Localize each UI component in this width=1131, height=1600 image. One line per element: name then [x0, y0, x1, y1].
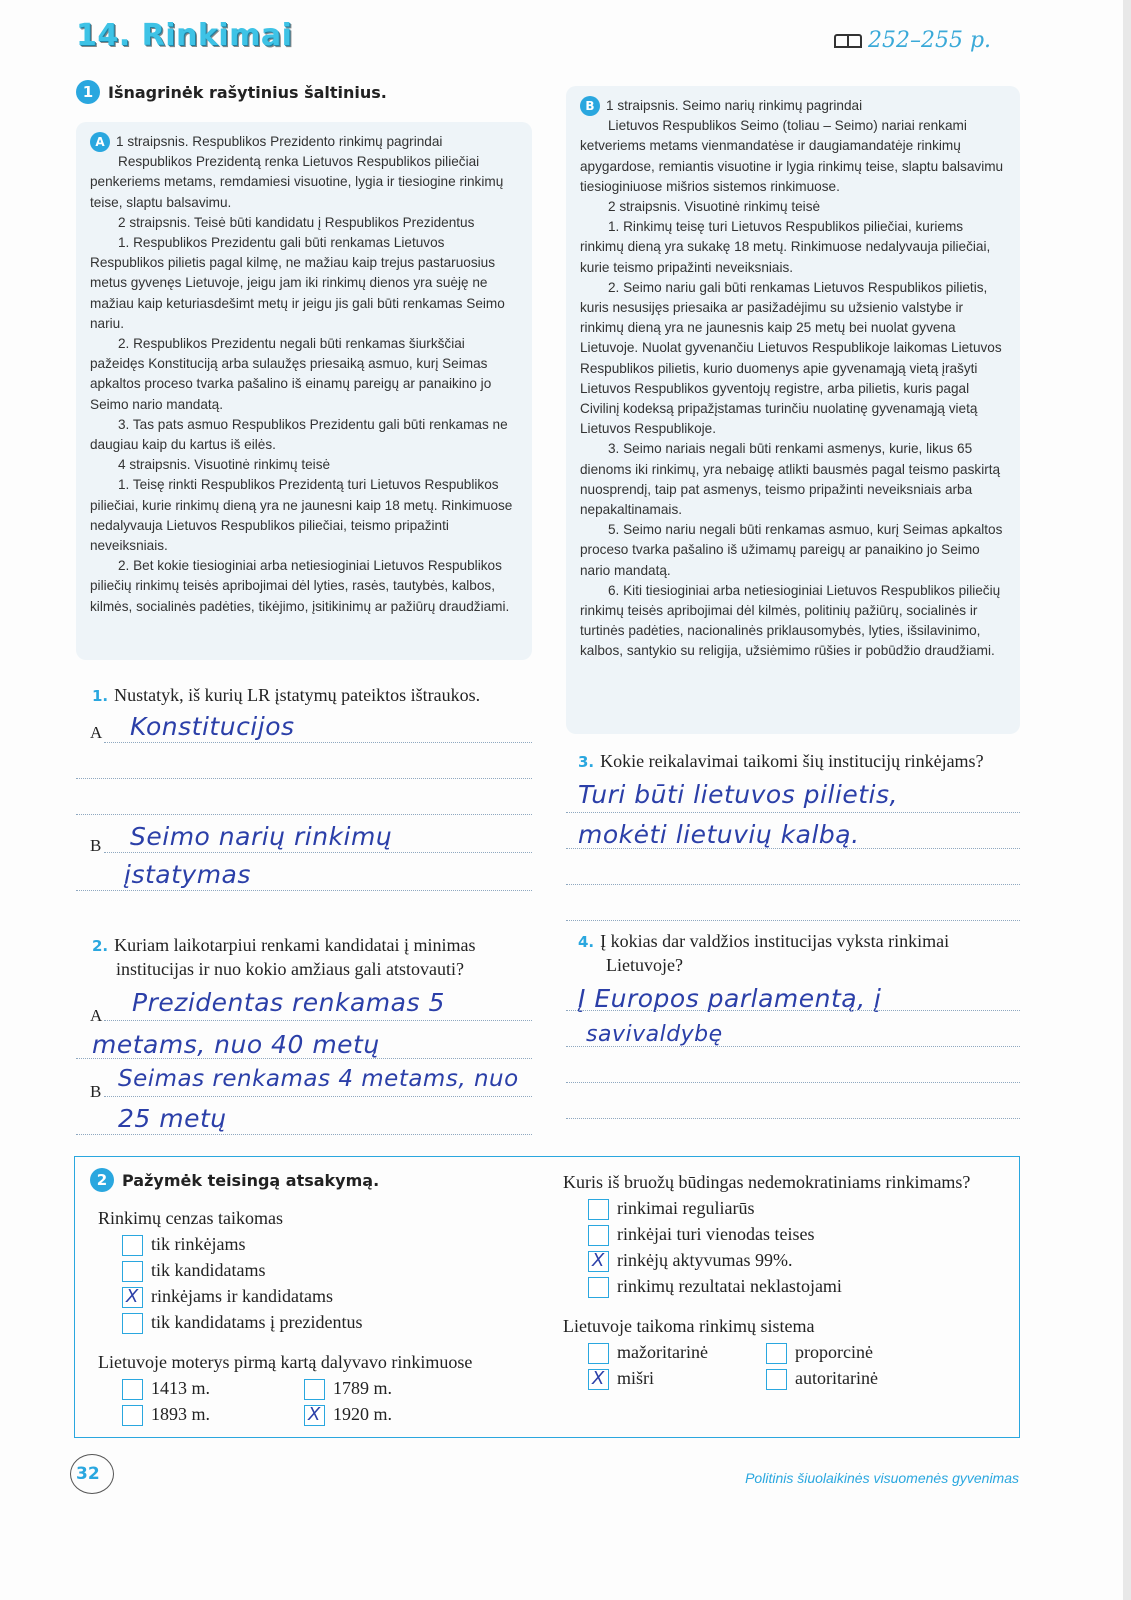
checkbox[interactable]: [588, 1369, 609, 1390]
q4-answer-line2: savivaldybę: [586, 1022, 723, 1047]
answer-line[interactable]: [104, 1096, 532, 1097]
source-letter-badge: A: [90, 132, 110, 152]
page-number: 32: [62, 1452, 118, 1496]
checkbox[interactable]: [122, 1261, 143, 1282]
answer-line[interactable]: [566, 884, 1020, 885]
q1-label-a: A: [90, 723, 103, 742]
option-feature[interactable]: rinkimų rezultatai neklastojami: [588, 1276, 842, 1298]
source-text: 2. Bet kokie tiesioginiai arba netiesioginiai Lietuvos Respublikos piliečių rinkimų teisės apribojimai dėl lyties, rasės, tautybės, kalbos, kilmės, socialinės padėties, tikėjimo, įsitikinimų ar pažiūrų draudžiami.: [90, 558, 510, 614]
source-paragraph: [580, 581, 1008, 662]
q1-answer-b-line2: įstatymas: [124, 860, 251, 889]
source-paragraph: [580, 197, 1008, 217]
source-paragraph: [90, 213, 520, 233]
source-letter-badge: B: [580, 96, 600, 116]
q2-answer-b-line2: 25 metų: [118, 1104, 227, 1133]
source-paragraph: [580, 520, 1008, 581]
option-system[interactable]: mažoritarinė: [588, 1342, 708, 1364]
answer-line[interactable]: [566, 920, 1020, 921]
checkbox[interactable]: [304, 1379, 325, 1400]
answer-line[interactable]: [76, 814, 532, 815]
answer-line[interactable]: [566, 1010, 1020, 1011]
source-text: 1. Teisę rinkti Respublikos Prezidentą turi Lietuvos Respublikos piliečiai, kurie rinkimų dieną yra ne jaunesni kaip 18 metų. Rinkimuose nedalyvauja Lietuvos Respublikos piliečiai, teismo pripažinti neveiksniais.: [90, 477, 513, 554]
option-system[interactable]: autoritarinė: [766, 1368, 878, 1390]
question-3: 3. Kokie reikalavimai taikomi šių institucijų rinkėjams?: [578, 751, 984, 771]
page-edge: [1123, 0, 1131, 1600]
checkbox[interactable]: [304, 1405, 325, 1426]
task-1-heading: [76, 80, 387, 104]
source-text: 6. Kiti tiesioginiai arba netiesioginiai Lietuvos Respublikos piliečių rinkimų teisės apribojimai dėl kilmės, politinių pažiūrų, socialinės ir turtinės padėties, nacionalinės priklausomybės, lyties, išsilavinimo, kalbos, santykio su religija, užsiėmimo rūšies ir pobūdžio draudžiami.: [580, 582, 1001, 659]
option-census[interactable]: tik rinkėjams: [122, 1234, 245, 1256]
option-census[interactable]: Xrinkėjams ir kandidatams: [122, 1286, 333, 1308]
source-text: 2 straipsnis. Teisė būti kandidatu į Respublikos Prezidentus: [118, 214, 475, 230]
page-title: 14. Rinkimai: [76, 18, 293, 53]
option-year[interactable]: X 1920 m.: [304, 1404, 392, 1426]
source-paragraph: [90, 152, 520, 213]
q2-answer-a-line2: metams, nuo 40 metų: [92, 1030, 380, 1059]
option-year[interactable]: 1893 m.: [122, 1404, 210, 1426]
task-1-title: Išnagrinėk rašytinius šaltinius.: [108, 82, 387, 102]
task-2-number: 2: [90, 1168, 114, 1192]
question-2-cont: institucijas ir nuo kokio amžiaus gali atstovauti?: [116, 959, 464, 979]
page-ref-text: 252–255 p.: [868, 28, 992, 53]
q2-answer-a-line1: Prezidentas renkamas 5: [132, 988, 445, 1017]
source-paragraph: [580, 116, 1008, 197]
answer-line[interactable]: [566, 1082, 1020, 1083]
source-text: Respublikos Prezidentą renka Lietuvos Respublikos piliečiai penkeriems metams, remdamiesi visuotine, lygia ir tiesiogine rinkimų teise, slaptu balsavimu.: [90, 154, 504, 210]
q1-answer-a: Konstitucijos: [130, 712, 295, 741]
answer-line[interactable]: [566, 848, 1020, 849]
checkbox[interactable]: [122, 1313, 143, 1334]
checkbox[interactable]: [588, 1251, 609, 1272]
option-census[interactable]: tik kandidatams į prezidentus: [122, 1312, 362, 1334]
source-text: 1. Rinkimų teisę turi Lietuvos Respublikos piliečiai, kuriems rinkimų dieną yra sukakę 18 metų. Rinkimuose nedalyvauja piliečiai, kurie teismo pripažinti neveiksniais.: [580, 219, 991, 275]
source-a-box: [76, 122, 532, 660]
q1-answer-b-line1: Seimo narių rinkimų: [130, 822, 393, 851]
source-paragraph: [90, 334, 520, 415]
source-text: 1 straipsnis. Seimo narių rinkimų pagrindai: [606, 98, 863, 113]
answer-line[interactable]: [104, 742, 532, 743]
q2-answer-b-line1: Seimas renkamas 4 metams, nuo: [118, 1066, 519, 1092]
source-text: 2 straipsnis. Visuotinė rinkimų teisė: [608, 199, 821, 215]
source-b-box: [566, 86, 1020, 734]
task-2-title: Pažymėk teisingą atsakymą.: [122, 1170, 380, 1190]
source-text: 1 straipsnis. Respublikos Prezidento rinkimų pagrindai: [116, 134, 443, 149]
option-feature[interactable]: rinkėjai turi vienodas teises: [588, 1224, 814, 1246]
source-text: Lietuvos Respublikos Seimo (toliau – Seimo) nariai renkami ketveriems metams vienmandatėse ir daugiamandatėje rinkimų apygardose, remiantis visuotine ir lygia rinkimų teise, slaptu balsavimu tiesioginiuose mišrios sistemos rinkimuose.: [580, 118, 1004, 194]
task-1-number: 1: [76, 80, 100, 104]
option-year[interactable]: 1789 m.: [304, 1378, 392, 1400]
question-women: Lietuvoje moterys pirmą kartą dalyvavo rinkimuose: [98, 1352, 473, 1372]
source-paragraph: [580, 439, 1008, 520]
answer-line[interactable]: [566, 1046, 1020, 1047]
option-year[interactable]: 1413 m.: [122, 1378, 210, 1400]
q3-answer-line2: mokėti lietuvių kalbą.: [578, 820, 860, 849]
answer-line[interactable]: [566, 1118, 1020, 1119]
option-feature[interactable]: rinkimai reguliarūs: [588, 1198, 754, 1220]
answer-line[interactable]: [104, 1020, 532, 1021]
source-text: 2. Respublikos Prezidentu negali būti renkamas šiurkščiai pažeidęs Konstituciją arba sulaužęs priesaiką asmuo, kurį Seimas apkaltos proceso tvarka pašalino iš einamų pareigų ar panaikino jo Seimo nario mandatą.: [90, 336, 492, 412]
option-system[interactable]: Xmišri: [588, 1368, 654, 1390]
q2-label-b: B: [90, 1082, 102, 1101]
question-4-cont: Lietuvoje?: [606, 955, 683, 975]
source-text: 3. Seimo nariais negali būti renkami asmenys, kurie, likus 65 dienoms iki rinkimų, yra nebaigę atlikti bausmės pagal teismo paskirtą nuosprendį, taip pat asmenys, teismo pripažinti neveiksniais arba nepakaltinamais.: [580, 441, 1001, 518]
q1-label-b: B: [90, 836, 102, 855]
answer-line[interactable]: [76, 890, 532, 891]
textbook-page-reference: [834, 28, 991, 53]
checkbox[interactable]: [588, 1343, 609, 1364]
source-paragraph: [90, 415, 520, 455]
source-text: 2. Seimo nariu gali būti renkamas Lietuvos Respublikos pilietis, kuris nesusijęs priesaika ar pasižadėjimu su užsienio valstybe ir rinkimų dieną yra ne jaunesnis kaip 25 metų bei nuolat gyvena Lietuvoje. Nuolat gyvenančiu Lietuvos Respublikoje laikomas Lietuvos Respublikos pilietis, kurio duomenys apie gyvenamąją vietą įrašyti Lietuvos Respublikos gyventojų registre, arba pilietis, kuris pagal Civilinį kodeksą pripažįstamas turinčiu nuolatinę gyvenamąją vietą Lietuvos Respublikoje.: [580, 279, 1002, 437]
question-features: Kuris iš bruožų būdingas nedemokratiniams rinkimams?: [563, 1172, 971, 1192]
task-2-heading: [90, 1168, 379, 1192]
answer-line[interactable]: [76, 1058, 532, 1059]
question-1: 1. Nustatyk, iš kurių LR įstatymų pateiktos ištraukos.: [92, 685, 481, 705]
source-paragraph: [90, 233, 520, 334]
source-text: 3. Tas pats asmuo Respublikos Prezidentu gali būti renkamas ne daugiau kaip du kartus iš eilės.: [90, 416, 508, 453]
checkbox[interactable]: [766, 1343, 787, 1364]
checkbox[interactable]: [122, 1287, 143, 1308]
option-census[interactable]: tik kandidatams: [122, 1260, 265, 1282]
source-paragraph: [90, 455, 520, 475]
source-paragraph: [580, 217, 1008, 278]
q4-answer-line1: Į Europos parlamentą, į: [578, 984, 882, 1013]
source-paragraph: [580, 278, 1008, 440]
checkbox[interactable]: [766, 1369, 787, 1390]
checkbox[interactable]: [122, 1379, 143, 1400]
question-4: 4. Į kokias dar valdžios institucijas vyksta rinkimai: [578, 931, 950, 951]
source-text: 4 straipsnis. Visuotinė rinkimų teisė: [118, 457, 331, 473]
source-paragraph: [90, 132, 520, 152]
source-paragraph: [90, 556, 520, 617]
checkbox[interactable]: [588, 1199, 609, 1220]
book-icon: [834, 34, 862, 48]
source-paragraph: [90, 475, 520, 556]
question-system: Lietuvoje taikoma rinkimų sistema: [563, 1316, 815, 1336]
question-2: 2. Kuriam laikotarpiui renkami kandidatai į minimas: [92, 935, 476, 955]
question-census: Rinkimų cenzas taikomas: [98, 1208, 283, 1228]
source-paragraph: [580, 96, 1008, 116]
option-system[interactable]: proporcinė: [766, 1342, 873, 1364]
footer-text: Politinis šiuolaikinės visuomenės gyvenimas: [745, 1470, 1019, 1486]
answer-line[interactable]: [76, 778, 532, 779]
checkbox[interactable]: [122, 1405, 143, 1426]
source-text: 1. Respublikos Prezidentu gali būti renkamas Lietuvos Respublikos pilietis pagal kilmę, ne mažiau kaip trejus pastaruosius metus gyvenęs Lietuvoje, jeigu jam iki rinkimų dienos yra suėję ne mažiau kaip keturiasdešimt metų ir jeigu jis gali būti renkamas Seimo nariu.: [90, 235, 505, 331]
answer-line[interactable]: [566, 812, 1020, 813]
answer-line[interactable]: [76, 1134, 532, 1135]
q3-answer-line1: Turi būti lietuvos pilietis,: [578, 780, 898, 809]
answer-line[interactable]: [104, 852, 532, 853]
checkbox[interactable]: [588, 1225, 609, 1246]
checkbox[interactable]: [122, 1235, 143, 1256]
q2-label-a: A: [90, 1006, 103, 1025]
source-text: 5. Seimo nariu negali būti renkamas asmuo, kurį Seimas apkaltos proceso tvarka pašalino iš užimamų pareigų ar panaikino jo Seimo nario mandatą.: [580, 522, 1003, 578]
checkbox[interactable]: [588, 1277, 609, 1298]
option-feature[interactable]: Xrinkėjų aktyvumas 99%.: [588, 1250, 792, 1272]
